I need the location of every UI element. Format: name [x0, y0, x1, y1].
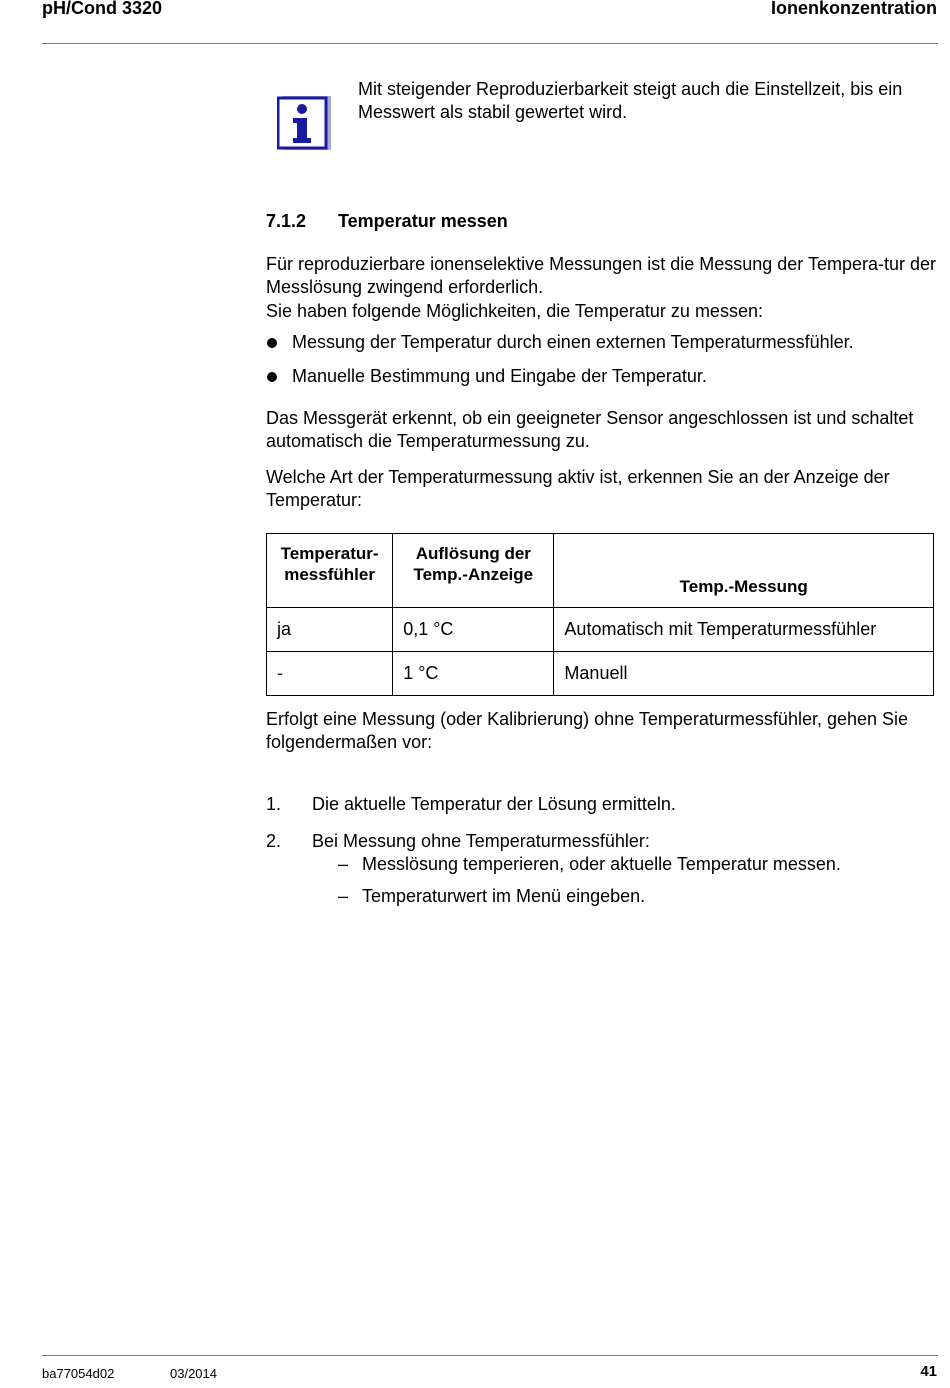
- list-item: [266, 331, 938, 354]
- bullet-text: Manuelle Bestimmung und Eingabe der Temperatur.: [292, 366, 707, 386]
- bullet-text: Messung der Temperatur durch einen externen Temperaturmessfühler.: [292, 332, 854, 352]
- step-text: Die aktuelle Temperatur der Lösung ermitteln.: [312, 794, 676, 814]
- table-header-cell: Temp.-Messung: [554, 534, 934, 608]
- table-cell: 0,1 °C: [393, 608, 554, 652]
- paragraph-sensor-detection: Das Messgerät erkennt, ob ein geeigneter Sensor angeschlossen ist und schaltet automatisch die Temperaturmessung zu.: [266, 408, 914, 451]
- paragraph-intro: Für reproduzierbare ionenselektive Messungen ist die Messung der Tempera-tur der Messlösung zwingend erforderlich.: [266, 254, 937, 297]
- table-header-row: [267, 534, 934, 608]
- table-row: [267, 608, 934, 652]
- paragraph-procedure-intro: Erfolgt eine Messung (oder Kalibrierung) ohne Temperaturmessfühler, gehen Sie folgendermaßen vor:: [266, 709, 909, 752]
- page-number: 41: [920, 1363, 937, 1380]
- section-title: Temperatur messen: [338, 211, 508, 231]
- paragraph-display-hint: Welche Art der Temperaturmessung aktiv ist, erkennen Sie an der Anzeige der Temperatur:: [266, 467, 890, 510]
- info-icon: [277, 92, 331, 150]
- table-cell: -: [267, 652, 393, 696]
- step-number: 2.: [266, 831, 282, 851]
- bullet-icon: [267, 372, 277, 382]
- bullet-icon: [267, 338, 277, 348]
- header-rule: [42, 43, 938, 44]
- temperature-table: [266, 533, 934, 696]
- table-header-cell: Temperatur- messfühler: [267, 534, 393, 608]
- step-number: 1.: [266, 794, 282, 814]
- table-cell: 1 °C: [393, 652, 554, 696]
- footer-doc-id: ba77054d02: [42, 1366, 115, 1381]
- footer-date: 03/2014: [170, 1366, 217, 1381]
- footer-rule: [42, 1355, 938, 1356]
- substep-text: Messlösung temperieren, oder aktuelle Temperatur messen.: [362, 854, 841, 874]
- info-note-text: Mit steigender Reproduzierbarkeit steigt auch die Einstellzeit, bis ein Messwert als stabil gewertet wird.: [358, 79, 903, 122]
- table-cell: Manuell: [554, 652, 934, 696]
- table-cell: ja: [267, 608, 393, 652]
- table-row: [267, 652, 934, 696]
- step-text: Bei Messung ohne Temperaturmessfühler:: [312, 831, 650, 851]
- list-item: [266, 365, 938, 388]
- dash-icon: –: [338, 886, 349, 906]
- table-cell: Automatisch mit Temperaturmessfühler: [554, 608, 934, 652]
- paragraph-options: Sie haben folgende Möglichkeiten, die Temperatur zu messen:: [266, 301, 763, 321]
- header-chapter-title: Ionenkonzentration: [771, 0, 937, 18]
- section-number: 7.1.2: [266, 211, 307, 231]
- table-header-cell: Auflösung der Temp.-Anzeige: [393, 534, 554, 608]
- header-product-name: pH/Cond 3320: [42, 0, 163, 18]
- substep-text: Temperaturwert im Menü eingeben.: [362, 886, 646, 906]
- dash-icon: –: [338, 854, 349, 874]
